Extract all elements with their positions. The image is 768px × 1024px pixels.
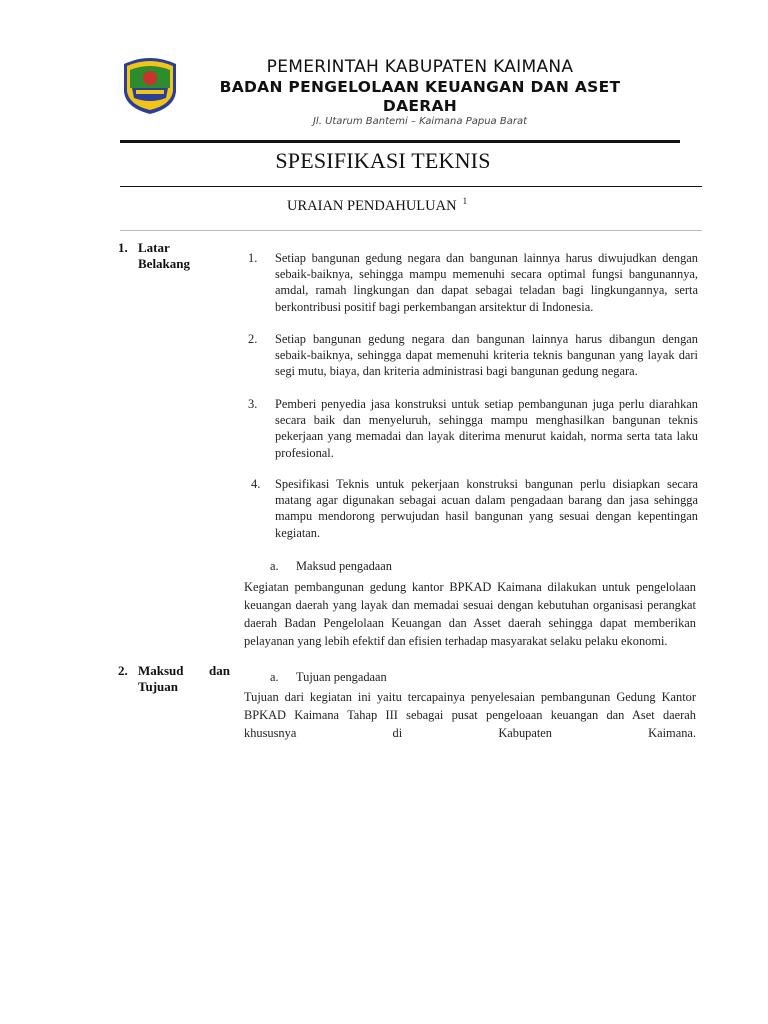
footnote-marker: 1	[462, 196, 468, 206]
maksud-subheading: a. Maksud pengadaan	[270, 559, 392, 573]
list-item: 2. Setiap bangunan gedung negara dan bangunan lainnya harus dibangun dengan sebaik-baiknya, sehingga dapat memenuhi kriteria teknis bangunan yang layak dari segi mutu, biaya, dan kriteria administrasi bagi bangunan gedung negara.	[248, 332, 698, 379]
maksud-paragraph: Kegiatan pembangunan gedung kantor BPKAD Kaimana dilakukan untuk pengelolaan keuangan daerah yang layak dan memadai sesuai dengan kebutuhan organisasi perangkat daerah Badan Pengelolaan Keuangan dan Asset daerah sehingga dapat memberikan pelayanan yang lebih efektif dan efisien terhadap masyarakat selaku pelaku ekonomi.	[244, 580, 696, 648]
section-subtitle: URAIAN PENDAHULUAN $^1$	[287, 196, 468, 214]
header-address: Jl. Utarum Bantemi – Kaimana Papua Barat	[312, 116, 528, 127]
header-government-name: PEMERINTAH KABUPATEN KAIMANA	[266, 57, 574, 77]
header-divider	[120, 140, 680, 143]
list-item: 1. Setiap bangunan gedung negara dan bangunan lainnya harus diwujudkan dengan sebaik-baiknya, sehingga mampu memenuhi secara optimal fungsi bangunannya, amdal, ramah lingkungan dan dapat sebagai teladan bagi lingkungannya, serta berkontribusi positif bagi perkembangan arsitektur di Indonesia.	[248, 251, 698, 314]
section-label-maksud-tujuan: 2. Maksud dan Tujuan	[118, 663, 230, 694]
regency-logo	[120, 54, 180, 116]
list-item: 3. Pemberi penyedia jasa konstruksi untuk setiap pembangunan juga perlu diarahkan secara baik dan menyeluruh, sehingga mampu menghasilkan bangunan teknis pekerjaan yang memadai dan layak diterima menurut kaidah, norma serta tata laku profesional.	[248, 397, 698, 460]
title-divider	[120, 186, 702, 187]
list-item: 4. Spesifikasi Teknis untuk pekerjaan konstruksi bangunan perlu disiapkan secara matang agar digunakan sebagai acuan dalam pengadaan barang dan jasa sehingga mampu mendorong perwujudan hasil bangunan yang sesuai dengan kepentingan kegiatan.	[251, 477, 698, 540]
subtitle-divider	[120, 230, 702, 231]
tujuan-subheading: a. Tujuan pengadaan	[270, 670, 387, 684]
section-label-latar-belakang: 1. Latar Belakang	[118, 240, 191, 271]
tujuan-paragraph: Tujuan dari kegiatan ini yaitu tercapainya penyelesaian pembangunan Gedung Kantor BPKAD Kaimana Tahap III sebagai pusat pengeloaan keuangan dan Aset daerah khususnya di Kabupaten Kaimana.	[244, 690, 696, 740]
document-title: SPESIFIKASI TEKNIS	[275, 148, 491, 173]
header-agency-name: BADAN PENGELOLAAN KEUANGAN DAN ASET DAERAH	[219, 78, 621, 115]
